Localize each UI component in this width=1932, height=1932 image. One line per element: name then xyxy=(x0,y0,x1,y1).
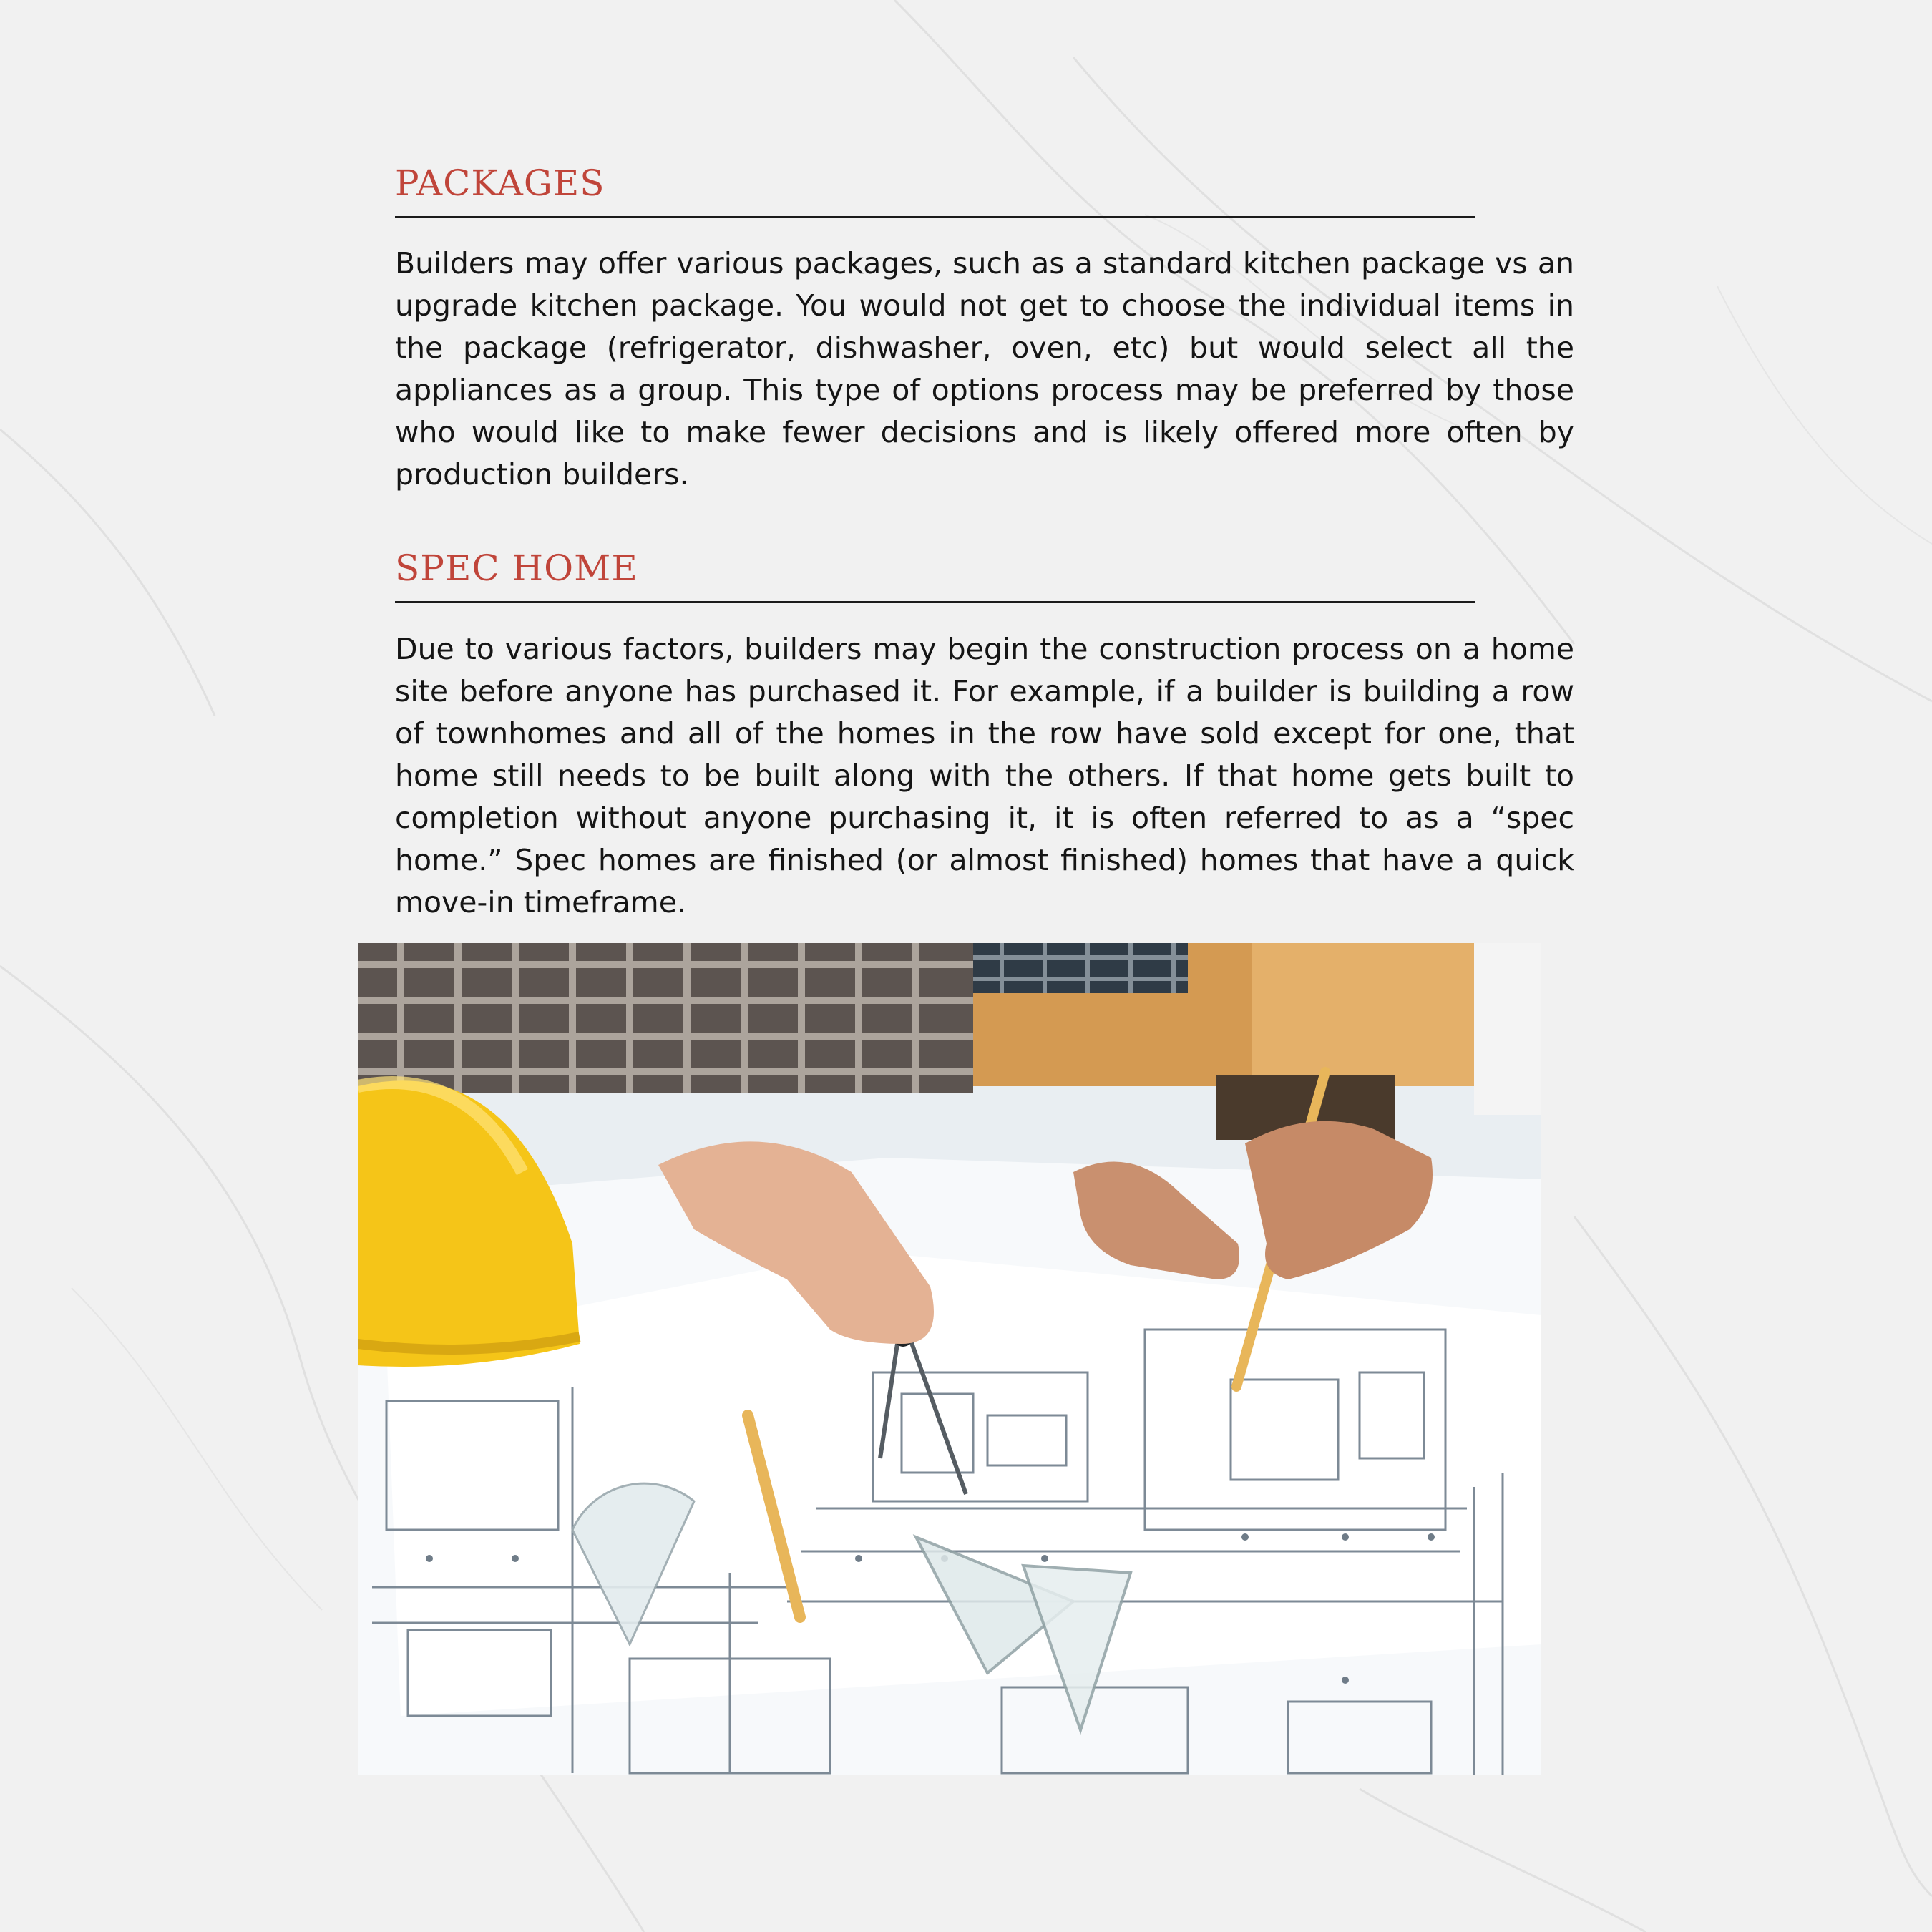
spec-home-paragraph: Due to various factors, builders may begin the construction process on a home site before anyone has purchased it. For example, if a builder is building a row of townhomes and all of the homes in the row have sold except for one, that home still needs to be built along with the others. If that home gets built to completion without anyone purchasing it, it is often referred to as a “spec home.” Spec homes are finished (or almost finished) homes that have a quick move-in timeframe. xyxy=(395,632,1574,919)
packages-paragraph: Builders may offer various packages, such as a standard kitchen package vs an upgrade kitchen package. You would not get to choose the individual items in the package (refrigerator, dishwasher, oven, etc) but would select all the appliances as a group. This type of options process may be preferred by those who would like to make fewer decisions and is likely offered more often by production builders. xyxy=(395,246,1574,492)
section-heading-packages: PACKAGES xyxy=(395,162,605,204)
blueprint-photo xyxy=(358,943,1541,1775)
heading-underline xyxy=(395,601,1475,603)
heading-underline xyxy=(395,216,1475,218)
section-heading-spec-home: SPEC HOME xyxy=(395,547,638,589)
